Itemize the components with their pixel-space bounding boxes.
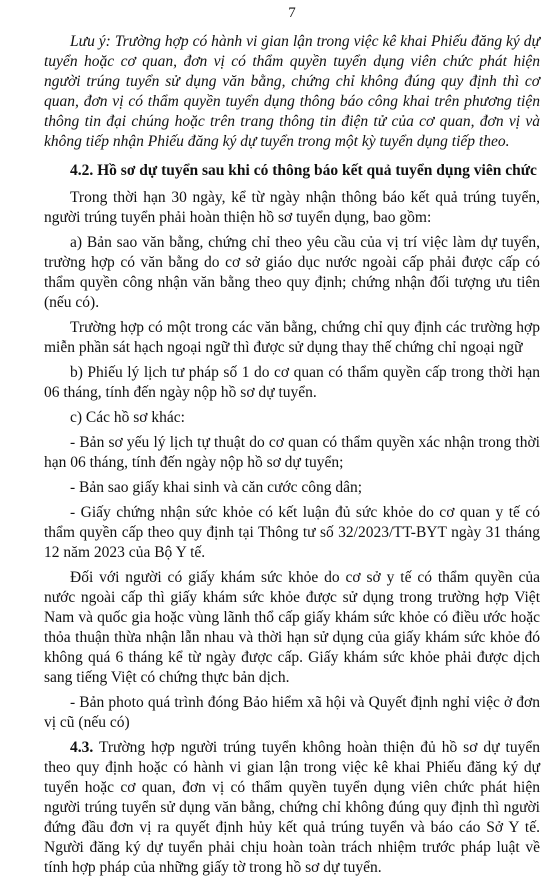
section-4-3-text: Trường hợp người trúng tuyển không hoàn thiện đủ hồ sơ dự tuyển theo quy định hoặc có hành vi gian lận trong việc kê khai Phiếu đăng ký dự tuyển hoặc cơ quan, đơn vị có thẩm quyền tuyển dụng viên chức phát hiện người trúng tuyển sử dụng văn bằng, chứng chỉ không đúng quy định thì người đứng đầu đơn vị ra quyết định hủy kết quả trúng tuyển và báo cáo Sở Y tế. Người đăng ký dự tuyển phải chịu hoàn toàn trách nhiệm trước pháp luật về tính hợp pháp của những giấy tờ trong hồ sơ dự tuyển. [44,739,540,876]
note-paragraph [44,32,540,152]
page-number: 7 [288,5,296,21]
body-paragraph: Trong thời hạn 30 ngày, kể từ ngày nhận thông báo kết quả trúng tuyển, người trúng tuyển phải hoàn thiện hồ sơ tuyển dụng, bao gồm: [44,189,540,226]
body-paragraph: b) Phiếu lý lịch tư pháp số 1 do cơ quan có thẩm quyền cấp trong thời hạn 06 tháng, tính đến ngày nộp hồ sơ dự tuyển. [44,364,540,401]
body-paragraph: - Bản sơ yếu lý lịch tự thuật do cơ quan có thẩm quyền xác nhận trong thời hạn 06 tháng, tính đến ngày nộp hồ sơ dự tuyển; [44,434,540,471]
section-4-3-number: 4.3. [70,739,94,756]
body-paragraph: c) Các hồ sơ khác: [70,409,185,426]
note-text: Trường hợp có hành vi gian lận trong việc kê khai Phiếu đăng ký dự tuyển hoặc cơ quan, đơn vị có thẩm quyền tuyển dụng viên chức phát hiện người trúng tuyển sử dụng văn bằng, chứng chỉ không đúng quy định thì cơ quan, đơn vị có thẩm quyền tuyển dụng thông báo công khai trên phương tiện thông tin đại chúng hoặc trên trang thông tin điện tử của cơ quan, đơn vị và không tiếp nhận Phiếu đăng ký dự tuyển trong một kỳ tuyển dụng tiếp theo. [44,33,540,150]
section-4-3-paragraph [44,738,540,878]
section-4-2-heading: 4.2. Hồ sơ dự tuyển sau khi có thông báo kết quả tuyển dụng viên chức [70,162,537,179]
note-label: Lưu ý: [70,33,111,50]
body-paragraph: Đối với người có giấy khám sức khỏe do cơ sở y tế có thẩm quyền của nước ngoài cấp thì giấy khám sức khỏe được sử dụng trong trường hợp Việt Nam và quốc gia hoặc vùng lãnh thổ cấp giấy khám sức khỏe có điều ước hoặc thỏa thuận thừa nhận lẫn nhau và thời hạn sử dụng của giấy khám sức khỏe đó không quá 6 tháng kể từ ngày được cấp. Giấy khám sức khỏe phải được dịch sang tiếng Việt có chứng thực bản dịch. [44,569,540,686]
body-paragraph: a) Bản sao văn bằng, chứng chỉ theo yêu cầu của vị trí việc làm dự tuyển, trường hợp có văn bằng do cơ sở giáo dục nước ngoài cấp phải được cấp có thẩm quyền công nhận văn bằng theo quy định; chứng nhận đối tượng ưu tiên (nếu có). [44,234,540,311]
body-paragraph: - Bản photo quá trình đóng Bảo hiểm xã hội và Quyết định nghỉ việc ở đơn vị cũ (nếu có) [44,694,540,731]
body-paragraph: Trường hợp có một trong các văn bằng, chứng chỉ quy định các trường hợp miễn phần sát hạch ngoại ngữ thì được sử dụng thay thế chứng chỉ ngoại ngữ [44,319,540,356]
body-paragraph: - Giấy chứng nhận sức khỏe có kết luận đủ sức khỏe do cơ quan y tế có thẩm quyền cấp theo quy định tại Thông tư số 32/2023/TT-BYT ngày 31 tháng 12 năm 2023 của Bộ Y tế. [44,504,540,561]
body-paragraph: - Bản sao giấy khai sinh và căn cước công dân; [70,479,363,496]
